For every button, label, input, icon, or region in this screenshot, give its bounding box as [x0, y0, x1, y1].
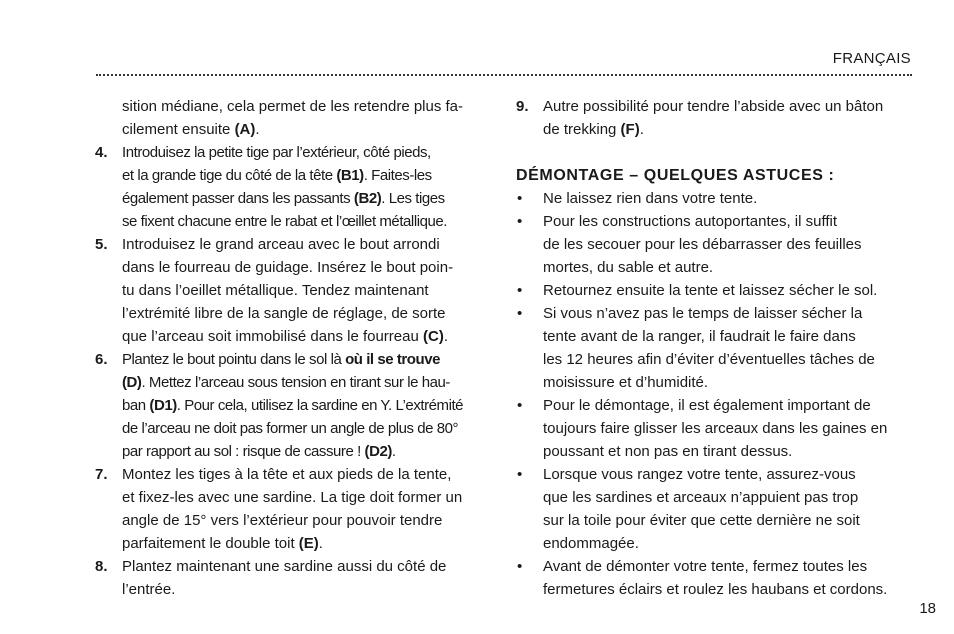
tip-item	[516, 302, 914, 394]
text-line	[543, 440, 914, 463]
tip-item	[516, 555, 914, 601]
text-line	[122, 210, 491, 233]
bullet-marker: •	[517, 466, 523, 483]
text-line	[122, 256, 491, 279]
text-run: .	[255, 121, 260, 138]
left-column	[95, 95, 491, 601]
text-line	[543, 279, 914, 302]
text-line	[122, 578, 491, 601]
text-run: .	[639, 121, 644, 138]
step-number: 9.	[516, 98, 529, 115]
text-line	[122, 509, 491, 532]
text-line	[122, 164, 491, 187]
text-run: .	[443, 328, 448, 345]
text-line	[543, 486, 914, 509]
text-run: toujours faire glisser les arceaux dans les gaines en	[543, 420, 888, 437]
page-number: 18	[919, 600, 936, 617]
text-run: cilement ensuite	[122, 121, 235, 138]
right-column	[516, 95, 914, 601]
dotted-divider	[96, 74, 912, 76]
text-run: l’extrémité libre de la sangle de réglage, de sorte	[122, 305, 446, 322]
text-run: l’entrée.	[122, 581, 176, 598]
text-run: .	[391, 443, 396, 460]
text-line	[122, 417, 491, 440]
bold-text: (D2)	[364, 443, 392, 460]
step-number: 5.	[95, 236, 108, 253]
instruction-step	[95, 141, 491, 233]
text-run: Lorsque vous rangez votre tente, assurez-vous	[543, 466, 856, 483]
text-run: Avant de démonter votre tente, fermez toutes les	[543, 558, 868, 575]
text-line	[122, 463, 491, 486]
bold-text: (B2)	[353, 190, 382, 207]
text-run: angle de 15° vers l’extérieur pour pouvoir tendre	[122, 512, 443, 529]
bold-text: (D1)	[149, 397, 177, 414]
step-number: 4.	[95, 144, 108, 161]
text-run: et fixez-les avec une sardine. La tige doit former un	[122, 489, 463, 506]
text-run: Pour les constructions autoportantes, il suffit	[543, 213, 838, 230]
text-run: de l’arceau ne doit pas former un angle de plus de 80°	[122, 420, 459, 437]
text-run: Plantez maintenant une sardine aussi du côté de	[122, 558, 447, 575]
text-line	[122, 302, 491, 325]
instruction-step	[95, 555, 491, 601]
text-line	[543, 187, 914, 210]
text-line	[543, 325, 914, 348]
text-line	[122, 118, 491, 141]
bold-text: (F)	[620, 121, 640, 138]
text-line	[543, 348, 914, 371]
bold-text: (D)	[122, 374, 142, 391]
text-run: les 12 heures afin d’éviter d’éventuelles tâches de	[543, 351, 875, 368]
tip-item	[516, 394, 914, 463]
text-line	[543, 532, 914, 555]
bold-text: où il se trouve	[345, 351, 441, 368]
text-line	[543, 256, 914, 279]
text-run: dans le fourreau de guidage. Insérez le bout poin-	[122, 259, 454, 276]
bullet-marker: •	[517, 190, 523, 207]
bullet-marker: •	[517, 397, 523, 414]
text-run: Montez les tiges à la tête et aux pieds de la tente,	[122, 466, 452, 483]
instruction-steps	[95, 141, 491, 601]
bold-text: (A)	[234, 121, 256, 138]
text-run: également passer dans les passants	[122, 190, 354, 207]
text-line	[543, 509, 914, 532]
text-line	[543, 394, 914, 417]
bullet-marker: •	[517, 558, 523, 575]
text-run: . Les tiges	[381, 190, 445, 207]
section-title: DÉMONTAGE – QUELQUES ASTUCES :	[516, 167, 835, 184]
text-line	[543, 555, 914, 578]
text-run: parfaitement le double toit	[122, 535, 299, 552]
text-run: moisissure et d’humidité.	[543, 374, 709, 391]
text-run: se fixent chacune entre le rabat et l’œillet métallique.	[122, 213, 447, 230]
text-run: . Mettez l’arceau sous tension en tirant sur le hau-	[141, 374, 450, 391]
text-line	[543, 578, 914, 601]
text-line	[122, 279, 491, 302]
text-line	[122, 532, 491, 555]
step-number: 8.	[95, 558, 108, 575]
bullet-marker: •	[517, 282, 523, 299]
text-line	[122, 394, 491, 417]
language-header: FRANÇAIS	[832, 50, 911, 67]
text-line	[543, 210, 914, 233]
bullet-marker: •	[517, 213, 523, 230]
text-line	[122, 486, 491, 509]
text-run: Autre possibilité pour tendre l’abside avec un bâton	[543, 98, 884, 115]
tips-list	[516, 187, 914, 601]
text-run: de les secouer pour les débarrasser des feuilles	[543, 236, 862, 253]
text-run: tente avant de la ranger, il faudrait le faire dans	[543, 328, 856, 345]
text-line	[122, 555, 491, 578]
tip-item	[516, 279, 914, 302]
text-run: . Faites-les	[363, 167, 432, 184]
bullet-marker: •	[517, 305, 523, 322]
step-number: 7.	[95, 466, 108, 483]
text-run: Introduisez le grand arceau avec le bout arrondi	[122, 236, 440, 253]
text-run: Retournez ensuite la tente et laissez sécher le sol.	[543, 282, 878, 299]
text-run: Ne laissez rien dans votre tente.	[543, 190, 758, 207]
text-line	[543, 463, 914, 486]
continuation-paragraph	[95, 95, 491, 141]
text-run: endommagée.	[543, 535, 639, 552]
text-line	[122, 440, 491, 463]
tip-item	[516, 187, 914, 210]
text-run: ban	[122, 397, 150, 414]
text-run: que les sardines et arceaux n’appuient pas trop	[543, 489, 859, 506]
text-line	[543, 417, 914, 440]
bold-text: (C)	[423, 328, 444, 345]
text-run: tu dans l’oeillet métallique. Tendez maintenant	[122, 282, 429, 299]
text-line	[122, 325, 491, 348]
text-line	[122, 95, 491, 118]
text-line	[122, 371, 491, 394]
text-run: de trekking	[543, 121, 621, 138]
bold-text: (E)	[298, 535, 319, 552]
text-line	[543, 233, 914, 256]
text-run: sur la toile pour éviter que cette dernière ne soit	[543, 512, 860, 529]
text-run: . Pour cela, utilisez la sardine en Y. L’extrémité	[176, 397, 464, 414]
text-run: poussant et non pas en tirant dessus.	[543, 443, 793, 460]
instruction-step	[95, 233, 491, 348]
tip-item	[516, 463, 914, 555]
step-number: 6.	[95, 351, 108, 368]
text-run: par rapport au sol : risque de cassure !	[122, 443, 365, 460]
instruction-step	[95, 463, 491, 555]
instruction-step	[95, 348, 491, 463]
text-line	[543, 95, 914, 118]
text-line	[122, 233, 491, 256]
text-run: et la grande tige du côté de la tête	[122, 167, 337, 184]
text-line	[543, 371, 914, 394]
instruction-steps	[516, 95, 914, 141]
text-line	[543, 118, 914, 141]
text-line	[543, 302, 914, 325]
text-line	[122, 187, 491, 210]
text-run: .	[318, 535, 323, 552]
text-run: que l’arceau soit immobilisé dans le fourreau	[122, 328, 423, 345]
instruction-step	[516, 95, 914, 141]
tip-item	[516, 210, 914, 279]
text-run: fermetures éclairs et roulez les haubans et cordons.	[543, 581, 888, 598]
text-run: sition médiane, cela permet de les retendre plus fa-	[122, 98, 464, 115]
text-line	[122, 348, 491, 371]
text-run: Pour le démontage, il est également important de	[543, 397, 871, 414]
text-run: Plantez le bout pointu dans le sol là	[122, 351, 346, 368]
text-run: Si vous n’avez pas le temps de laisser sécher la	[543, 305, 863, 322]
text-run: mortes, du sable et autre.	[543, 259, 714, 276]
text-run: Introduisez la petite tige par l’extérieur, côté pieds,	[122, 144, 431, 161]
text-line	[122, 141, 491, 164]
bold-text: (B1)	[336, 167, 364, 184]
